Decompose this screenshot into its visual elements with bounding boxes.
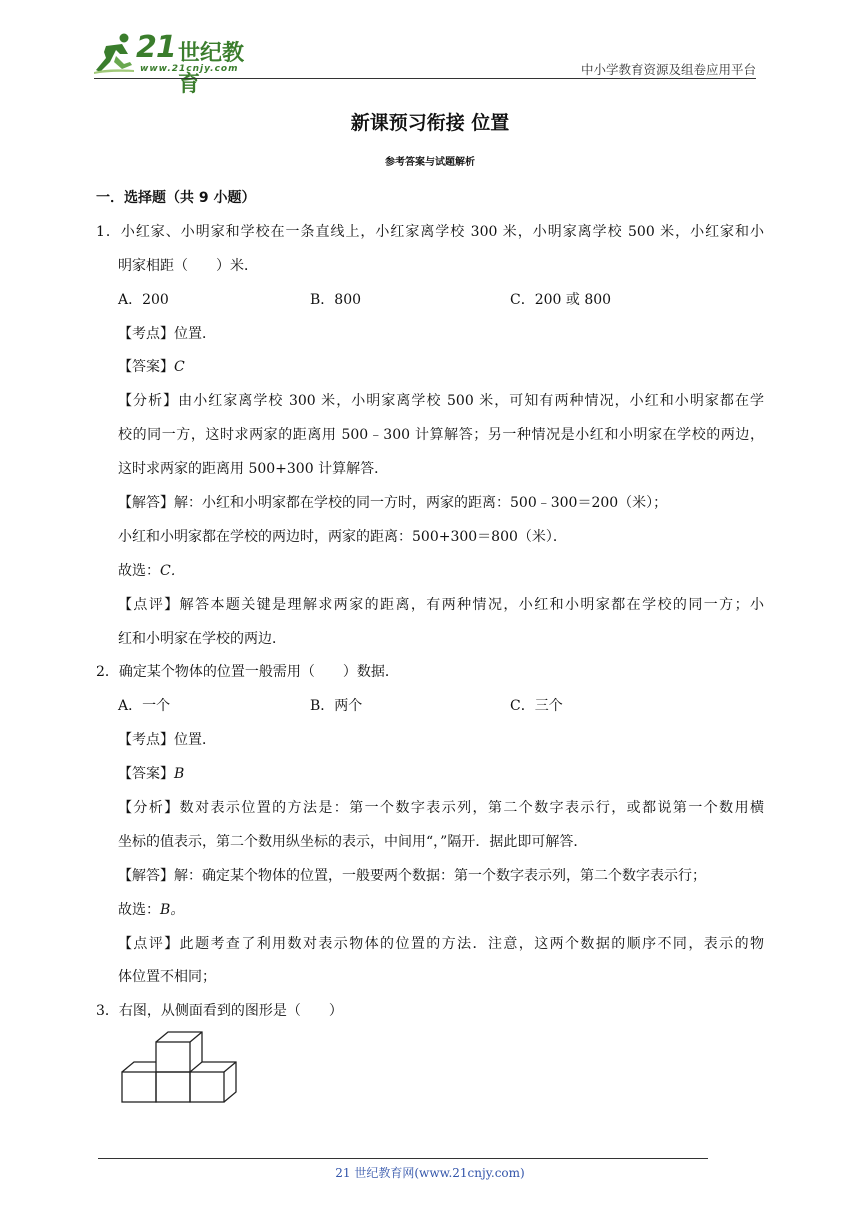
- document-title: 新课预习衔接 位置: [350, 112, 510, 134]
- solution-line: 【解答】解：确定某个物体的位置，一般要两个数据：第一个数字表示列，第二个数字表示行；: [118, 867, 706, 884]
- header-divider: [94, 78, 756, 79]
- section-heading: 一．选择题（共 9 小题）: [96, 190, 256, 206]
- options-row: [96, 690, 764, 724]
- answer-label: 【答案】: [118, 766, 174, 783]
- comment-line: 体位置不相同；: [118, 969, 216, 986]
- analysis-line: 校的同一方，这时求两家的距离用 500﹣300 计算解答；另一种情况是小红和小明家在学校的两边，: [118, 427, 764, 444]
- choice-label: 故选：: [118, 901, 160, 918]
- answer-value: B: [174, 766, 185, 783]
- kaodian: 【考点】位置．: [118, 325, 216, 342]
- analysis-line: 【分析】由小红家离学校 300 米，小明家离学校 500 米，可知有两种情况，小红和小明家都在学: [118, 393, 764, 410]
- option-a: A．200: [118, 291, 169, 308]
- footer-divider: [98, 1158, 708, 1159]
- logo-url: www.21cnjy.com: [140, 64, 239, 74]
- site-logo[interactable]: [94, 30, 264, 97]
- option-c: C．200 或 800: [510, 291, 612, 308]
- question-2: [96, 656, 764, 995]
- logo-text: 世纪教育: [178, 41, 245, 97]
- option-a: A．一个: [118, 698, 171, 715]
- runner-logo-icon: [94, 32, 138, 76]
- choice-line: [96, 894, 764, 928]
- question-3: [96, 995, 764, 1029]
- question-stem-line: 2．确定某个物体的位置一般需用（ ）数据．: [96, 664, 399, 681]
- choice-value: C．: [160, 562, 185, 579]
- question-1: [96, 216, 764, 657]
- option-c: C．三个: [510, 698, 563, 715]
- cube-drawing: [122, 1032, 236, 1102]
- question-stem-line: 3．右图，从侧面看到的图形是（ ）: [96, 1003, 343, 1020]
- choice-label: 故选：: [118, 562, 160, 579]
- answer-value: C: [174, 359, 185, 376]
- choice-value: B。: [160, 901, 185, 918]
- document-body: [96, 182, 764, 1029]
- comment-line: 红和小明家在学校的两边．: [118, 630, 286, 647]
- footer-link[interactable]: 21 世纪教育网(www.21cnjy.com): [335, 1166, 525, 1180]
- option-b: B．两个: [310, 698, 363, 715]
- answer-line: [96, 758, 764, 792]
- answer-line: [96, 351, 764, 385]
- page-header: [0, 0, 860, 97]
- comment-line: 【点评】解答本题关键是理解求两家的距离，有两种情况，小红和小明家都在学校的同一方；小: [118, 596, 764, 613]
- logo-number: 21: [136, 30, 176, 65]
- question-stem-line: 明家相距（ ）米．: [118, 257, 258, 274]
- options-row: [96, 284, 764, 318]
- choice-line: [96, 555, 764, 589]
- platform-name: 中小学教育资源及组卷应用平台: [580, 62, 756, 77]
- solution-line: 【解答】解：小红和小明家都在学校的同一方时，两家的距离：500﹣300＝200（米）；: [118, 495, 668, 512]
- answer-label: 【答案】: [118, 359, 174, 376]
- question-stem-line: 1．小红家、小明家和学校在一条直线上，小红家离学校 300 米，小明家离学校 500 米，小红家和小: [96, 223, 764, 240]
- document-subtitle: 参考答案与试题解析: [385, 157, 475, 168]
- analysis-line: 【分析】数对表示位置的方法是：第一个数字表示列，第二个数字表示行，或都说第一个数用横: [118, 800, 764, 817]
- option-b: B．800: [310, 291, 362, 308]
- solution-line: 小红和小明家都在学校的两边时，两家的距离：500+300＝800（米）．: [118, 528, 567, 545]
- kaodian: 【考点】位置．: [118, 732, 216, 749]
- cube-stack-figure: [120, 1030, 246, 1106]
- analysis-line: 这时求两家的距离用 500+300 计算解答．: [118, 461, 389, 478]
- analysis-line: 坐标的值表示，第二个数用纵坐标的表示，中间用“，”隔开．据此即可解答．: [118, 833, 588, 850]
- comment-line: 【点评】此题考查了利用数对表示物体的位置的方法．注意，这两个数据的顺序不同，表示的物: [118, 935, 764, 952]
